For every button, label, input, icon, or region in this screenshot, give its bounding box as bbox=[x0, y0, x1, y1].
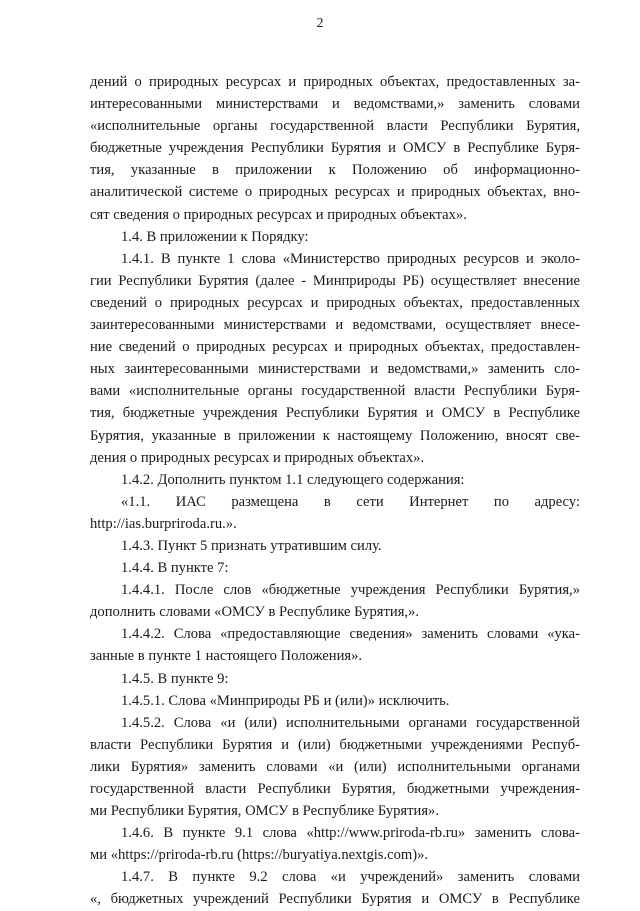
text-line: http://ias.burpriroda.ru.». bbox=[90, 515, 237, 532]
text-line: дополнить словами «ОМСУ в Республике Бурятия,». bbox=[90, 604, 419, 621]
text-line: дения о природных ресурсах и природных объектах». bbox=[90, 449, 425, 466]
text-line: «1.1. ИАС размещена в сети Интернет по адресу: bbox=[121, 493, 580, 510]
text-line: тия, указанные в приложении к Положению об информационно- bbox=[90, 162, 580, 179]
text-line: сведений о природных ресурсах и природных объектах, предоставленных bbox=[90, 294, 580, 311]
text-line: «исполнительные органы государственной власти Республики Бурятия, bbox=[90, 118, 580, 135]
text-line: власти Республики Бурятия и (или) бюджетными учреждениями Респуб- bbox=[90, 736, 580, 753]
text-line: заинтересованными министерствами и ведомствами, осуществляет внесе- bbox=[90, 317, 580, 334]
text-line: 1.4.3. Пункт 5 признать утратившим силу. bbox=[121, 537, 382, 554]
text-line: 1.4.5.1. Слова «Минприроды РБ и (или)» исключить. bbox=[121, 692, 450, 709]
text-line: ние сведений о природных ресурсах и природных объектах, предоставлен- bbox=[90, 339, 580, 356]
text-line: «, бюджетных учреждений Республики Бурятия и ОМСУ в Республике bbox=[90, 891, 580, 908]
text-line: ми Республики Бурятия, ОМСУ в Республике Бурятия». bbox=[90, 803, 439, 820]
text-line: ми «https://priroda-rb.ru (https://buryatiya.nextgis.com)». bbox=[90, 847, 429, 864]
text-line: 1.4.2. Дополнить пунктом 1.1 следующего содержания: bbox=[121, 471, 465, 488]
page-number: 2 bbox=[316, 16, 324, 31]
text-line: аналитической системе о природных ресурсах и природных объектах, вно- bbox=[90, 184, 580, 201]
text-line: 1.4.7. В пункте 9.2 слова «и учреждений» заменить словами bbox=[121, 869, 580, 886]
text-line: гии Республики Бурятия (далее - Минприроды РБ) осуществляет внесение bbox=[90, 272, 580, 289]
text-line: 1.4.5. В пункте 9: bbox=[121, 670, 229, 687]
text-line: интересованными министерствами и ведомствами,» заменить словами bbox=[90, 96, 580, 113]
text-line: 1.4.5.2. Слова «и (или) исполнительными органами государственной bbox=[121, 714, 580, 731]
text-line: 1.4. В приложении к Порядку: bbox=[121, 228, 309, 245]
text-line: занные в пункте 1 настоящего Положения». bbox=[90, 648, 363, 665]
text-line: ных заинтересованными министерствами и ведомствами,» заменить сло- bbox=[90, 361, 580, 378]
text-line: сят сведения о природных ресурсах и природных объектах». bbox=[90, 206, 467, 223]
text-line: 1.4.1. В пункте 1 слова «Министерство природных ресурсов и эколо- bbox=[121, 250, 580, 267]
text-line: государственной власти Республики Бурятия, бюджетными учреждения- bbox=[90, 781, 580, 797]
text-line: 1.4.4. В пункте 7: bbox=[121, 560, 229, 577]
text-line: лики Бурятия» заменить словами «и (или) исполнительными органами bbox=[90, 758, 580, 775]
text-line: вами «исполнительные органы государственной власти Республики Буря- bbox=[90, 383, 580, 400]
document-body bbox=[90, 71, 580, 911]
text-line: 1.4.4.2. Слова «предоставляющие сведения» заменить словами «ука- bbox=[121, 626, 580, 643]
text-line: дений о природных ресурсах и природных объектах, предоставленных за- bbox=[90, 74, 580, 90]
text-line: 1.4.6. В пункте 9.1 слова «http://www.priroda-rb.ru» заменить слова- bbox=[121, 825, 580, 842]
text-line: 1.4.4.1. После слов «бюджетные учреждения Республики Бурятия,» bbox=[121, 582, 580, 599]
text-line: тия, бюджетные учреждения Республики Бурятия и ОМСУ в Республике bbox=[90, 405, 580, 422]
text-line: Бурятия, указанные в приложении к настоящему Положению, вносят све- bbox=[90, 427, 580, 444]
text-line: бюджетные учреждения Республики Бурятия и ОМСУ в Республике Буря- bbox=[90, 140, 580, 157]
